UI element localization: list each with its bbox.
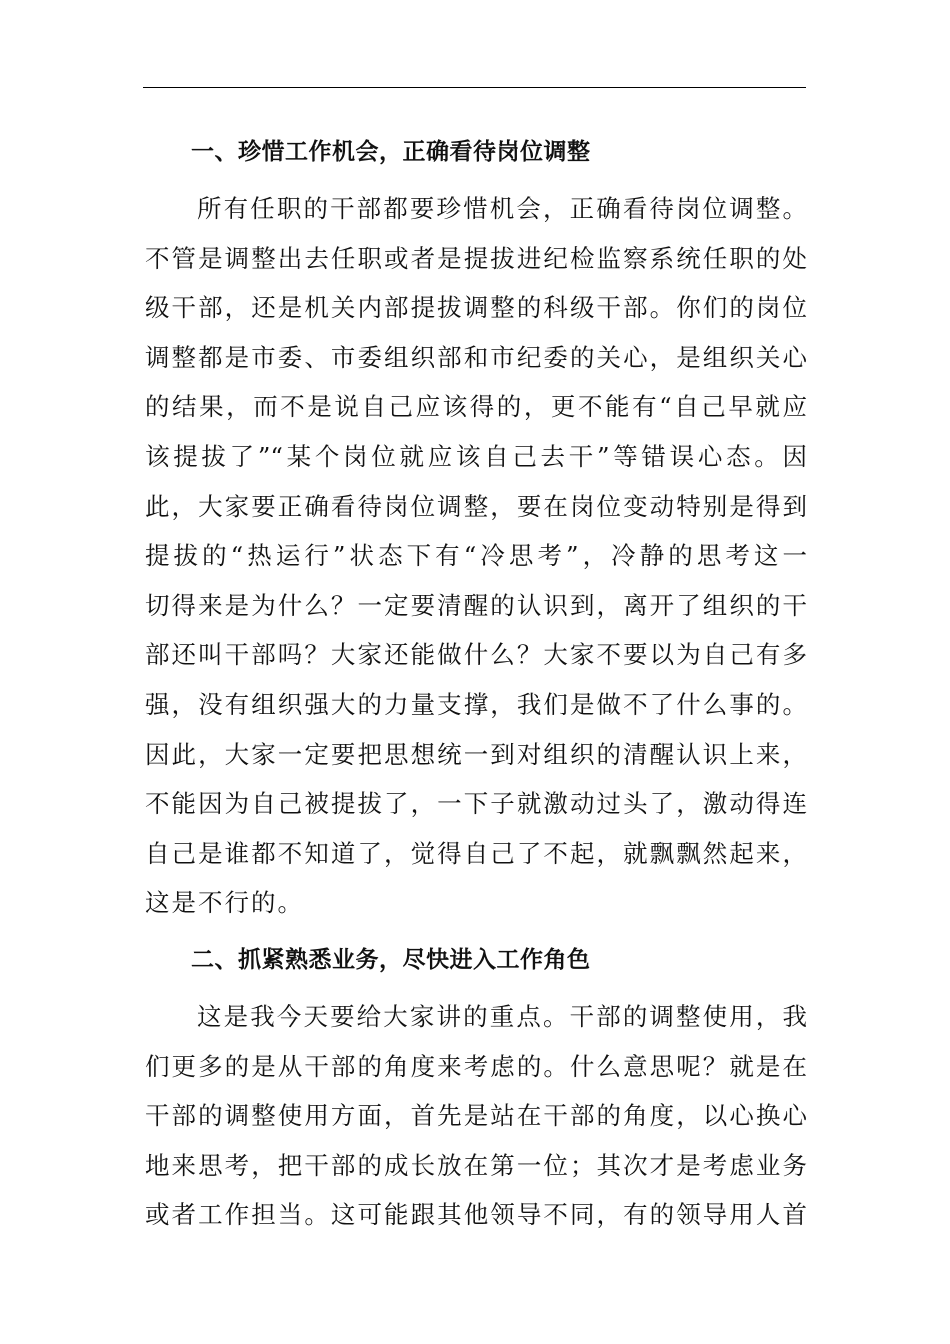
- text-line: 或者工作担当。这可能跟其他领导不同，有的领导用人首: [145, 1200, 807, 1230]
- header-rule: [143, 87, 806, 88]
- section-1-heading: 一、珍惜工作机会，正确看待岗位调整: [191, 139, 591, 165]
- text-line: 所有任职的干部都要珍惜机会，正确看待岗位调整。: [197, 194, 807, 223]
- text-line: 切得来是为什么？一定要清醒的认识到，离开了组织的干: [145, 590, 807, 620]
- text-line: 不管是调整出去任职或者是提拔进纪检监察系统任职的处: [145, 243, 807, 273]
- text-line: 提拔的“热运行”状态下有“冷思考”，冷静的思考这一: [145, 541, 807, 571]
- text-line: 地来思考，把干部的成长放在第一位；其次才是考虑业务: [145, 1150, 807, 1180]
- section-2-paragraph: [145, 992, 807, 1240]
- text-line: 干部的调整使用方面，首先是站在干部的角度，以心换心: [145, 1101, 807, 1131]
- section-1-paragraph: [145, 184, 807, 928]
- text-line: 这是我今天要给大家讲的重点。干部的调整使用，我: [197, 1001, 807, 1031]
- text-line: 该提拔了”“某个岗位就应该自己去干”等错误心态。因: [145, 441, 807, 471]
- document-body: [145, 120, 807, 1240]
- text-line: 自己是谁都不知道了，觉得自己了不起，就飘飘然起来，: [145, 838, 807, 868]
- text-line: 级干部，还是机关内部提拔调整的科级干部。你们的岗位: [145, 293, 807, 323]
- text-line: 的结果，而不是说自己应该得的，更不能有“自己早就应: [145, 392, 807, 422]
- text-line: 此，大家要正确看待岗位调整，要在岗位变动特别是得到: [145, 491, 807, 521]
- text-line: 们更多的是从干部的角度来考虑的。什么意思呢？就是在: [145, 1051, 807, 1081]
- text-line: 强，没有组织强大的力量支撑，我们是做不了什么事的。: [145, 689, 807, 719]
- text-line: 部还叫干部吗？大家还能做什么？大家不要以为自己有多: [145, 640, 807, 670]
- text-line: 这是不行的。: [145, 888, 304, 918]
- text-line: 因此，大家一定要把思想统一到对组织的清醒认识上来，: [145, 739, 807, 769]
- text-line: 调整都是市委、市委组织部和市纪委的关心，是组织关心: [145, 342, 807, 372]
- text-line: 不能因为自己被提拔了，一下子就激动过头了，激动得连: [145, 789, 807, 819]
- section-2-heading: 二、抓紧熟悉业务，尽快进入工作角色: [191, 946, 591, 973]
